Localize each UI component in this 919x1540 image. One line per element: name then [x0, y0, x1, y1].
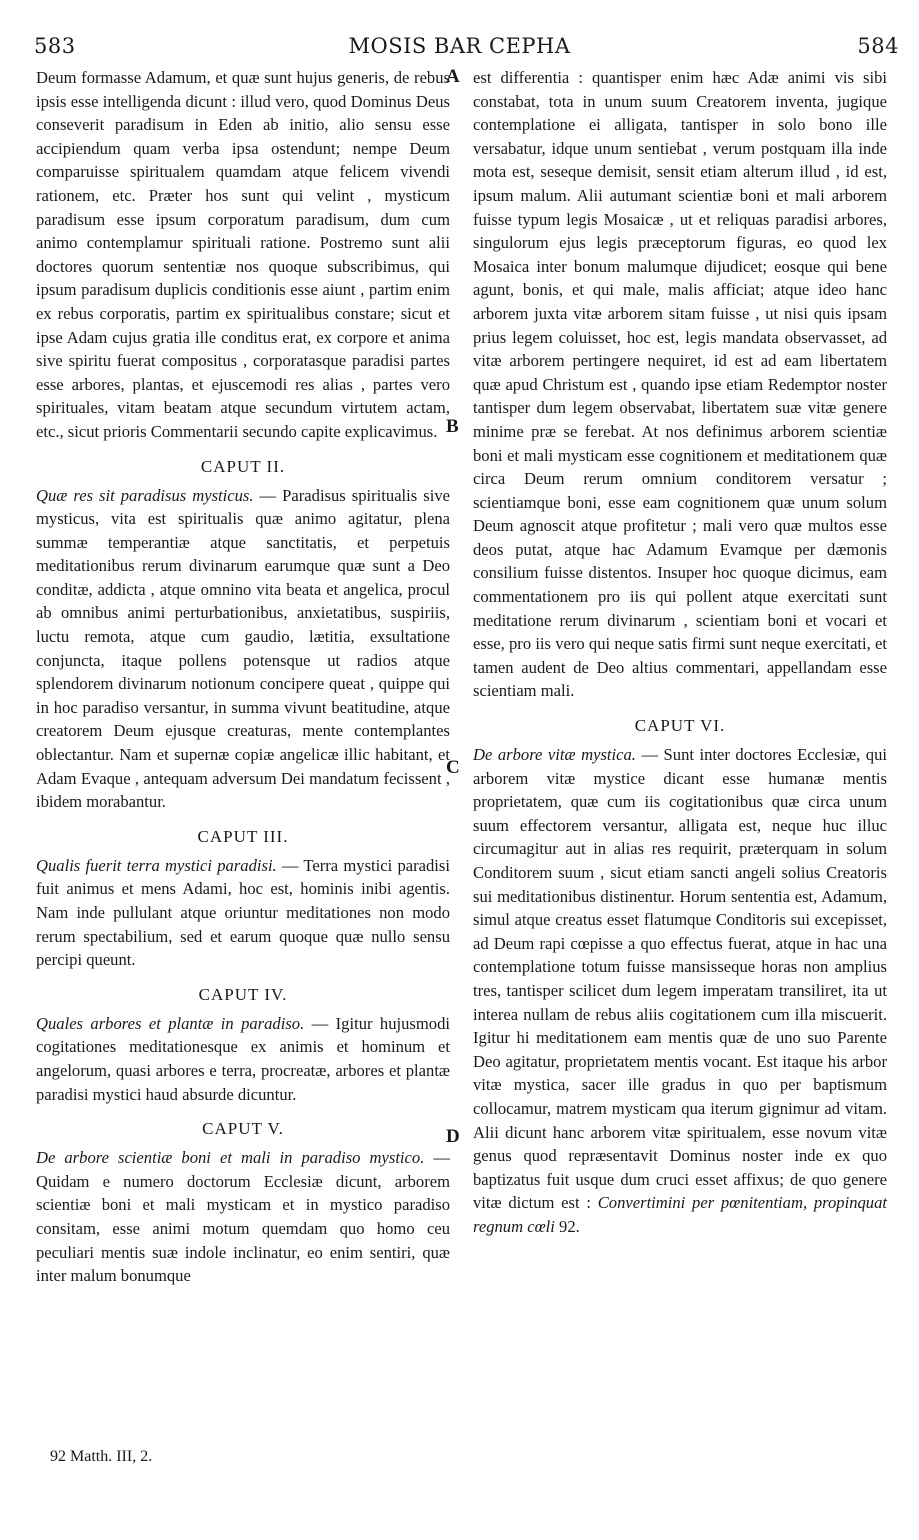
chapter-6-title: CAPUT VI.: [634, 716, 726, 736]
chapter-5-lead: De arbore scientiæ boni et mali in paradiso mystico.: [36, 1148, 425, 1168]
chapter-5-body: — Quidam e numero doctorum Ecclesiæ dicunt, arborem scientiæ boni et mali mysticam et in mystico paradiso consitam, esse animi motum quemdam quo homo ceu peculiari mentis suæ indole inclinatur, eo enim sentiri, quæ inter malum bonumque: [36, 1148, 450, 1286]
chapter-6-paragraph: [473, 743, 887, 1238]
chapter-2-paragraph: [36, 484, 450, 814]
chapter-6-body: — Sunt inter doctores Ecclesiæ, qui arborem vitæ mystice dicant esse humanæ mentis proprietatem, quæ cum iis cogitationibus quæ circa unum suum effectorem versantur, alligata est, neque huc illuc circumagitur aut in alias res requirit, præterquam in solum Conditorem suum , sicut etiam sancti angeli solius Creatoris sui meditationibus distinentur. Horum sententia est, Adamum, simul atque creatus esset flatumque Conditoris sui excepisset, ad Deum rapi cœpisse a quo effectus fuerat, atque in hac una contemplatione totum fuisse mansisseque horas non amplius tres, tantisper scilicet dum legem imperatam transiliret, ita ut interea nullam de rebus aliis cogitationem cum illa miscuerit. Igitur hi meditationem eam mentis quæ de uno suo Parente Deo agitatur, proprietatem mentis vocant. Est itaque his arbor vitæ mystica, sacer ille gradus in quo per baptismum collocamur, matrem mysticam qua iterum gignimur ad vitam. Alii dicunt hanc arborem vitæ spiritualem, esse novum vitæ genus quod repræsentavit Dominus noster inde ex quo baptizatus fuit usque dum cruci esset affixus; de quo genere vitæ dictum est :: [473, 745, 887, 1213]
chapter-3-lead: Qualis fuerit terra mystici paradisi.: [36, 855, 277, 875]
chapter-4-title: CAPUT IV.: [198, 984, 288, 1004]
paragraph-continuation: est differentia : quantisper enim hæc Adæ animi vis sibi constabat, tota in unum suum Creatorem inventa, jugique contemplatione ei alligata, tantisper in solo bono ille versabatur, idque unum sentiebat , verum postquam illa inde mota est, seseque demisit, sensit etiam alterum illud , id est, ipsum malum. Alii autumant scientiæ boni et mali arborem fuisse typum legis Mosaicæ , ut et reliquas paradisi arbores, singulorum ejus legis præceptorum figuras, eo quod lex Mosaica inter bonum malumque dijudicet; eosque qui bene agunt, bonis, et qui male, malis afficiat; atque ideo hanc arborem juxta vitæ arborem sitam fuisse , ut nisi quis ipsam prius legem coluisset, hoc est, legis mandata observasset, ad vitæ arborem pertingere nequiret, id est ad eam libertatem quæ apud Christum est , quando ipse etiam Redemptor noster tantisper dum legem observabat, libertatem suæ vitæ genere minime præ se ferebat. At nos definimus arborem scientiæ boni et mali mysticam esse cognitionem et meditationem quæ circa Deum rerum omnium conditorem versatur ; scientiamque boni, esse eam cognitionem quæ unum solum Deum agnoscit atque profitetur ; mali vero quæ multos esse deos putat, atque hac Adamum Evamque per dæmonis consilium fuisse distentos. Insuper hoc quoque dicimus, eam commentationem pro iis qui pollent atque exercitati sunt meditatione rerum divinarum , scientiam boni et vocari et esse, pro iis vero qui neque satis firmi sunt neque exercitati, et tamen audent de Deo altius commentari, appellandam esse scientiam mali.: [473, 68, 887, 701]
chapter-2-title: CAPUT II.: [200, 456, 286, 476]
right-column: [473, 66, 887, 1239]
page-number-left: 583: [34, 34, 76, 58]
footnote-ref: 92.: [554, 1216, 580, 1236]
page-number-right: 584: [857, 34, 899, 58]
paragraph-intro: Deum formasse Adamum, et quæ sunt hujus generis, de rebus ipsis esse intelligenda dicunt : illud vero, quod Dominus Deus conseverit paradisum in Eden ab initio, alio sensu esse accipiendum quam verba ipsa ostendunt; nempe Deum comparuisse spiritualem quamdam atque felicem vivendi rationem, etc. Præter hos sunt qui velint , mysticum paradisum esse ipsum corporatum paradisum, dum cum animo contemplamur spirituali ratione. Postremo sunt alii doctores quorum sententiæ nos quoque subscribimus, qui ipsum paradisum duplicis conditionis esse aiunt , partim enim ex rebus corporatis, partim ex spiritualibus constare; sicut et ipse Adam cujus gratia ille conditus erat, ex corpore et anima sive spiritu fuerat compositus , corporatasque paradisi partes esse arbores, plantas, et ejuscemodi res alias , partes vero spirituales, vitam beatam atque secundum virtutem actam, etc., sicut prioris Commentarii secundo capite explicavimus.: [36, 68, 450, 441]
chapter-2-lead: Quæ res sit paradisus mysticus.: [36, 485, 254, 505]
chapter-6-lead: De arbore vitæ mystica.: [473, 745, 636, 765]
chapter-4-body: — Igitur hujusmodi cogitationes meditationesque ex animis et hominum et angelorum, quasi arbores e terra, procreatæ, arbores et plantæ paradisi mystici haud absurde dicuntur.: [36, 1013, 450, 1104]
chapter-4-lead: Quales arbores et plantæ in paradiso.: [36, 1013, 305, 1033]
footnote: 92 Matth. III, 2.: [50, 1448, 153, 1465]
chapter-2-body: — Paradisus spiritualis sive mysticus, vita est spiritualis quæ animo agitatur, plena summæ temperantiæ atque sanctitatis, et perpetuis meditationibus rerum divinarum earumque quæ sunt a Deo conditæ, addicta , atque omnino vita beata et angelica, procul ab omnibus animi perturbationibus, anxietatibus, suspiriis, luctu remota, atque cum gaudio, lætitia, exsultatione conjuncta, itaque pollens potensque ut radios atque splendorem divinarum notionum concipere queat , quippe qui in hoc paradiso versantur, in summa vivunt beatitudine, atque creatorem Deum ejusque creaturas, mente contemplantes oblectantur. Nam et supernæ copiæ angelicæ illic habitant, et Adam Evaque , antequam adversum Dei mandatum fecissent , ibidem morabantur.: [36, 485, 450, 812]
chapter-6-quote: Convertimini per pœnitentiam, propinquat regnum cœli: [473, 1193, 887, 1236]
chapter-3-title: CAPUT III.: [197, 826, 289, 846]
chapter-3-paragraph: [36, 854, 450, 972]
margin-letter-a: A: [446, 66, 460, 87]
chapter-5-paragraph: [36, 1146, 450, 1288]
margin-letter-b: B: [446, 416, 459, 437]
chapter-5-title: CAPUT V.: [202, 1119, 284, 1139]
running-head: MOSIS BAR CEPHA: [348, 34, 571, 58]
left-column: [36, 66, 450, 1288]
margin-letter-c: C: [446, 757, 460, 778]
chapter-3-body: — Terra mystici paradisi fuit animus et mens Adami, hoc est, hominis inibi agentis. Nam inde pullulant atque oriuntur meditationes non modo rerum spectabilium, sed et earum quoque quæ nullo sensu percipi queunt.: [36, 855, 450, 970]
margin-letter-d: D: [446, 1126, 460, 1147]
chapter-4-paragraph: [36, 1012, 450, 1106]
